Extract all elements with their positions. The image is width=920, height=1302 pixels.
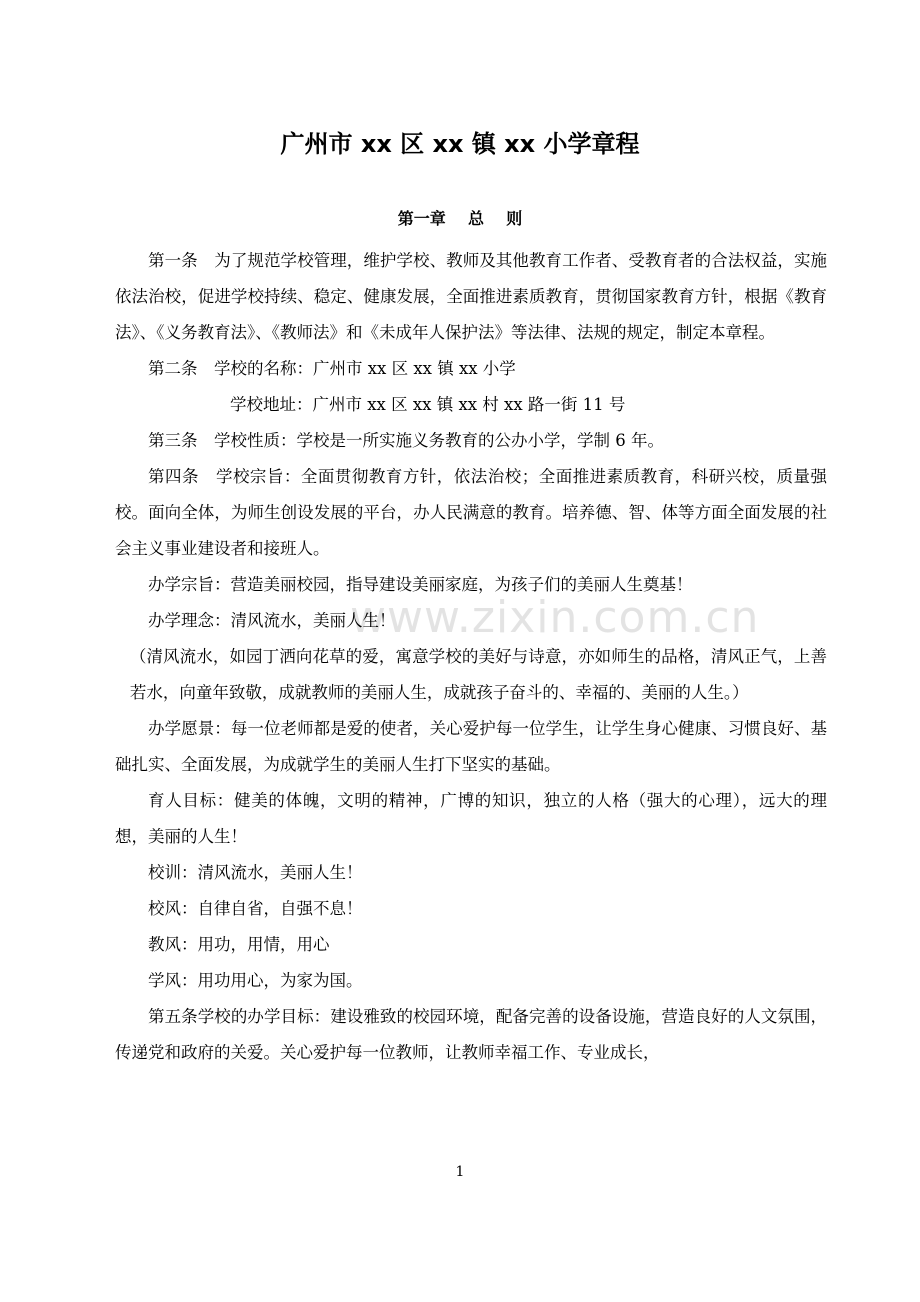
article-label: 第四条	[148, 467, 199, 486]
article-text: 学校宗旨：全面贯彻教育方针，依法治校；全面推进素质教育，科研兴校，质量强校。面向全体，为师生创设发展的平台，办人民满意的教育。培养德、智、体等方面全面发展的社会主义事业建设者和接班人。	[115, 467, 828, 558]
school-vision: 办学愿景：每一位老师都是爱的使者，关心爱护每一位学生，让学生身心健康、习惯良好、基础扎实、全面发展，为成就学生的美丽人生打下坚实的基础。	[115, 719, 827, 774]
article-5: 第五条学校的办学目标：建设雅致的校园环境，配备完善的设备设施，营造良好的人文氛围，传递党和政府的关爱。关心爱护每一位教师，让教师幸福工作、专业成长，	[115, 1007, 827, 1062]
article-text: 学校性质：学校是一所实施义务教育的公办小学，学制 6 年。	[214, 431, 664, 450]
article-text: 学校的名称：广州市 xx 区 xx 镇 xx 小学	[214, 359, 516, 378]
learning-ethos: 学风：用功用心，为家为国。	[148, 971, 363, 990]
philosophy-explanation: （清风流水，如园丁洒向花草的爱，寓意学校的美好与诗意，亦如师生的品格，清风正气，上善若水，向童年致敬，成就教师的美丽人生，成就孩子奋斗的、幸福的、美丽的人生。）	[129, 647, 827, 702]
article-text: 为了规范学校管理，维护学校、教师及其他教育工作者、受教育者的合法权益，实施依法治校，促进学校持续、稳定、健康发展，全面推进素质教育，贯彻国家教育方针，根据《教育法》、《义务教育法》、《教师法》和《未成年人保护法》等法律、法规的规定，制定本章程。	[115, 251, 827, 342]
article-3	[115, 423, 827, 459]
school-ethos: 校风：自律自省，自强不息！	[148, 899, 363, 918]
article-1	[115, 243, 827, 351]
article-4	[115, 459, 827, 567]
document-body	[115, 243, 827, 1071]
teaching-ethos: 教风：用功，用情，用心	[148, 935, 330, 954]
school-motto: 校训：清风流水，美丽人生！	[148, 863, 363, 882]
article-label: 第三条	[148, 431, 198, 450]
article-label: 第一条	[148, 251, 198, 270]
article-2	[115, 351, 827, 387]
school-purpose: 办学宗旨：营造美丽校园，指导建设美丽家庭，为孩子们的美丽人生奠基！	[148, 575, 693, 594]
document-title: 广州市 xx 区 xx 镇 xx 小学章程	[280, 130, 640, 158]
school-philosophy: 办学理念：清风流水，美丽人生！	[148, 611, 396, 630]
chapter-title: 第一章 总 则	[397, 209, 523, 228]
education-goal: 育人目标：健美的体魄，文明的精神，广博的知识，独立的人格（强大的心理），远大的理想，美丽的人生！	[115, 791, 827, 846]
school-address: 学校地址：广州市 xx 区 xx 镇 xx 村 xx 路一街 11 号	[230, 395, 626, 414]
article-label: 第二条	[148, 359, 198, 378]
page-number: 1	[455, 1164, 465, 1180]
watermark: www.zixin.com.cn	[350, 592, 760, 643]
